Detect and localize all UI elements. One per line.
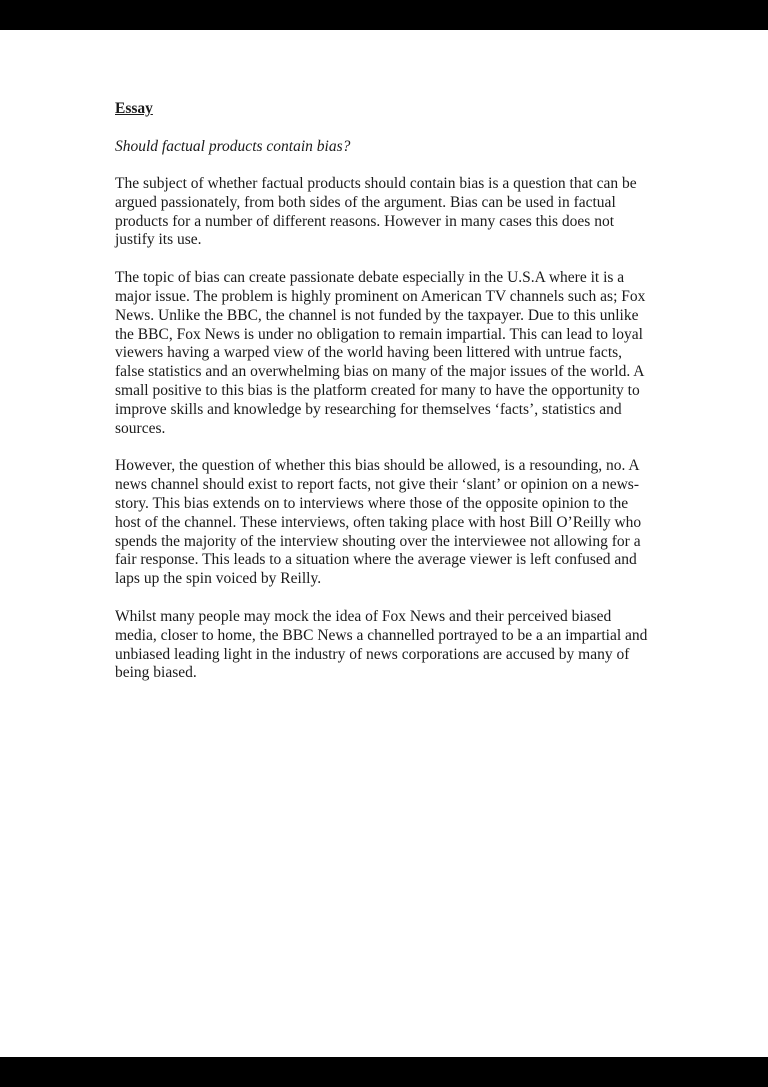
bottom-edge-bar [0,1057,768,1087]
essay-title: Essay [115,100,153,117]
top-edge-bar [0,0,768,30]
essay-paragraph-3: However, the question of whether this bias should be allowed, is a resounding, no. A news channel should exist to report facts, not give their ‘slant’ or opinion on a news-story. This bias extends on to interviews where those of the opposite opinion to the host of the channel. These interviews, often taking place with host Bill O’Reilly who spends the majority of the interview shouting over the interviewee not allowing for a fair response. This leads to a situation where the average viewer is left confused and laps up the spin voiced by Reilly. [115,457,642,588]
essay-paragraph-1: The subject of whether factual products should contain bias is a question that can be argued passionately, from both sides of the argument. Bias can be used in factual products for a number of different reasons. However in many cases this does not justify its use. [115,175,637,249]
essay-paragraph-2: The topic of bias can create passionate debate especially in the U.S.A where it is a major issue. The problem is highly prominent on American TV channels such as; Fox News. Unlike the BBC, the channel is not funded by the taxpayer. Due to this unlike the BBC, Fox News is under no obligation to remain impartial. This can lead to loyal viewers having a warped view of the world having been littered with untrue facts, false statistics and an overwhelming bias on many of the major issues of the world. A small positive to this bias is the platform created for many to have the opportunity to improve skills and knowledge by researching for themselves ‘facts’, statistics and sources. [115,269,646,437]
essay-subtitle: Should factual products contain bias? [115,138,351,155]
essay-page-content [0,30,768,1057]
essay-paragraph-4: Whilst many people may mock the idea of Fox News and their perceived biased media, closer to home, the BBC News a channelled portrayed to be a an impartial and unbiased leading light in the industry of news corporations are accused by many of being biased. [115,607,648,682]
